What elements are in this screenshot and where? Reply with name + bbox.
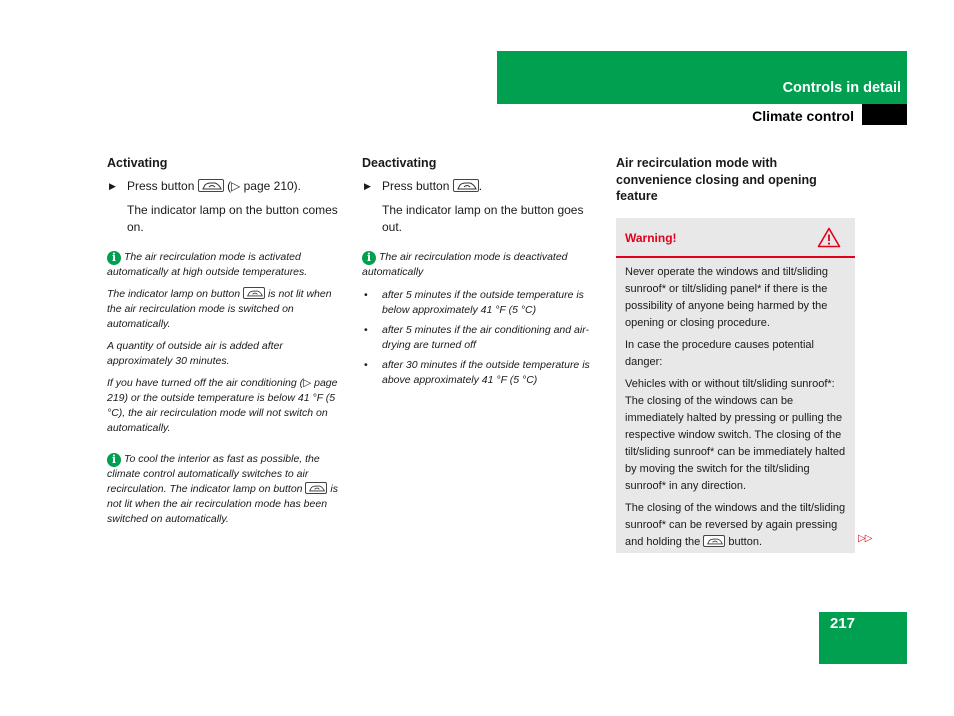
info-icon: i: [107, 453, 121, 467]
note-text: The air recirculation mode is deactivated automatically: [362, 250, 568, 278]
info-icon: i: [362, 251, 376, 265]
warning-paragraph: In case the procedure causes potential danger:: [625, 339, 814, 368]
continued-marker: ▷▷: [858, 533, 872, 544]
note-text: The air recirculation mode is activated automatically at high outside temperatures.: [107, 250, 308, 278]
note-text: To cool the interior as fast as possible, the climate control automatically switches to air recirculation. The indicator lamp on button: [107, 452, 320, 495]
header-banner: [497, 51, 907, 104]
deactivating-step: [362, 178, 602, 195]
column-activating: [107, 155, 349, 527]
air-recirculation-button-icon: [305, 482, 327, 494]
warning-text: The closing of the windows and the tilt/sliding sunroof* can be reversed by again pressing and holding the: [625, 502, 846, 548]
activating-step: [107, 178, 349, 195]
step-text-prefix: Press button: [382, 178, 450, 193]
step-text-prefix: Press button: [127, 178, 195, 193]
list-item: • after 30 minutes if the outside temperature is above approximately 41 °F (5 °C): [362, 358, 602, 388]
warning-body: [616, 258, 855, 551]
column-convenience: [616, 155, 856, 211]
info-icon: i: [107, 251, 121, 265]
page-number: 217: [829, 615, 855, 632]
note-lamp: [107, 287, 349, 332]
warning-text: button.: [728, 536, 762, 548]
note-conditions: If you have turned off the air conditioning (▷ page 219) or the outside temperature is below 41 °F (5 °C), the air recirculation mode will not switch on automatically.: [107, 376, 338, 434]
warning-header: [616, 218, 855, 258]
note-outside-air: A quantity of outside air is added after approximately 30 minutes.: [107, 339, 283, 367]
warning-paragraph: Vehicles with or without tilt/sliding sunroof*: The closing of the windows can be immediately halted by pressing or pulling the respective window switch. The closing of the tilt/sliding sunroof* can be immediately halted by moving the switch for the tilt/sliding sunroof* in any direction.: [625, 378, 846, 492]
convenience-heading: Air recirculation mode with convenience closing and opening feature: [616, 156, 817, 203]
warning-label: Warning!: [625, 231, 677, 245]
note-text: The indicator lamp on button: [107, 287, 241, 300]
info-note: [107, 250, 349, 280]
list-item: • after 5 minutes if the outside temperature is below approximately 41 °F (5 °C): [362, 288, 602, 318]
deactivation-conditions-list: [362, 288, 602, 388]
list-item: • after 5 minutes if the air conditioning and air-drying are turned off: [362, 323, 602, 353]
warning-paragraph: [625, 500, 846, 551]
activating-result: The indicator lamp on the button comes on.: [127, 202, 338, 234]
step-arrow-icon: ▶: [364, 180, 371, 191]
deactivating-heading: Deactivating: [362, 156, 437, 170]
warning-triangle-icon: [817, 227, 841, 248]
subheader-marker: [862, 104, 907, 125]
air-recirculation-button-icon: [453, 179, 479, 192]
info-note: [107, 452, 349, 527]
column-deactivating: [362, 155, 602, 393]
warning-box: [616, 218, 855, 553]
note-text: is not lit when the air recirculation mode is switched on automatically.: [107, 287, 332, 330]
deactivating-result: The indicator lamp on the button goes out.: [382, 202, 584, 234]
warning-paragraph: Never operate the windows and tilt/sliding sunroof* or tilt/sliding panel* if there is the possibility of anyone being harmed by the opening or closing procedure.: [625, 266, 829, 329]
step-text-suffix: (▷ page 210).: [227, 178, 302, 193]
subsection-title: Climate control: [752, 108, 854, 124]
note-text: is not lit when the air recirculation mode has been switched on automatically.: [107, 482, 338, 525]
activating-heading: Activating: [107, 156, 168, 170]
section-title: Controls in detail: [782, 80, 901, 96]
air-recirculation-button-icon: [243, 287, 265, 299]
air-recirculation-button-icon: [703, 535, 725, 547]
step-text-suffix: .: [478, 178, 483, 193]
step-arrow-icon: ▶: [109, 180, 116, 191]
info-note: [362, 250, 602, 280]
air-recirculation-button-icon: [198, 179, 224, 192]
